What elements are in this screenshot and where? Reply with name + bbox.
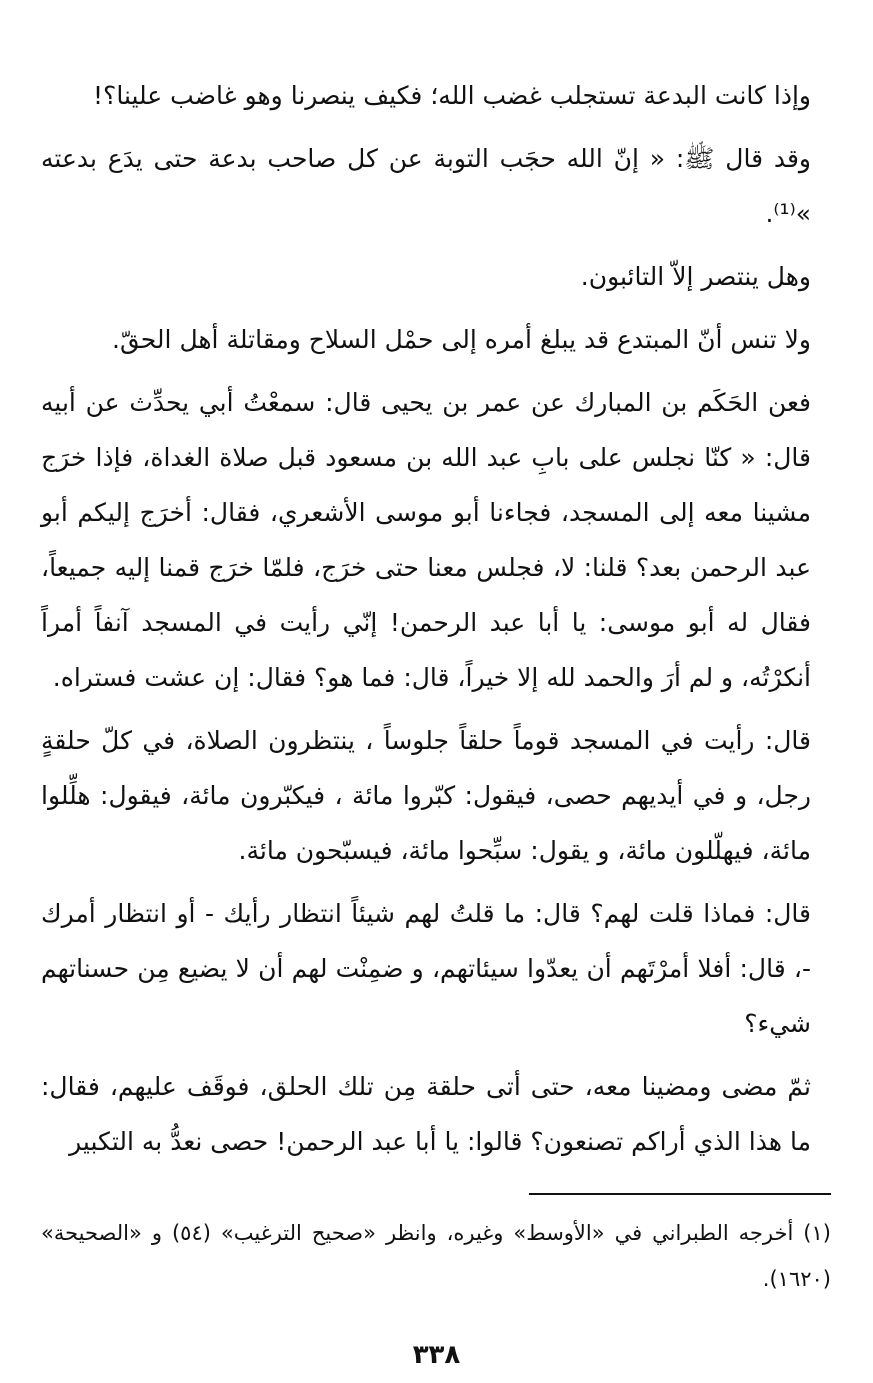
page-number: ٣٣٨ — [412, 1340, 461, 1370]
paragraph-3: وهل ينتصر إلاّ التائبون. — [580, 262, 811, 291]
footnote-divider — [529, 1193, 831, 1195]
paragraph-1: وإذا كانت البدعة تستجلب غضب الله؛ فكيف ينصرنا وهو غاضب علينا؟! — [93, 81, 811, 110]
paragraph-8: ثمّ مضى ومضينا معه، حتى أتى حلقة مِن تلك الحلق، فوقَف عليهم، فقال: ما هذا الذي أراكم تصنعون؟ قالوا: يا أبا عبد الرحمن! حصى نعدُّ به التكبير — [41, 1072, 811, 1156]
paragraph-2: وقد قال ﷺ: « إنّ الله حجَب التوبة عن كل صاحب بدعة حتى يدَع بدعته »⁽¹⁾. — [41, 144, 811, 228]
page-body — [41, 68, 811, 1177]
footnote: (١) أخرجه الطبراني في «الأوسط» وغيره، وانظر «صحيح الترغيب» (٥٤) و «الصحيحة» (١٦٢٠). — [41, 1221, 831, 1291]
paragraph-4: ولا تنس أنّ المبتدع قد يبلغ أمره إلى حمْل السلاح ومقاتلة أهل الحقّ. — [112, 325, 811, 354]
paragraph-7: قال: فماذا قلت لهم؟ قال: ما قلتُ لهم شيئاً انتظار رأيك - أو انتظار أمرك -، قال: أفلا أمرْتَهم أن يعدّوا سيئاتهم، و ضمِنْت لهم أن لا يضيع مِن حسناتهم شيء؟ — [41, 899, 811, 1038]
paragraph-6: قال: رأيت في المسجد قوماً حلقاً جلوساً ، ينتظرون الصلاة، في كلّ حلقةٍ رجل، و في أيديهم حصى، فيقول: كبّروا مائة ، فيكبّرون مائة، فيقول: هلِّلوا مائة، فيهلّلون مائة، و يقول: سبِّحوا مائة، فيسبّحون مائة. — [41, 726, 811, 865]
paragraph-5: فعن الحَكَم بن المبارك عن عمر بن يحيى قال: سمعْتُ أبي يحدِّث عن أبيه قال: « كنّا نجلس على بابِ عبد الله بن مسعود قبل صلاة الغداة، فإذا خرَج مشينا معه إلى المسجد، فجاءنا أبو موسى الأشعري، فقال: أخرَج إليكم أبو عبد الرحمن بعد؟ قلنا: لا، فجلس معنا حتى خرَج، فلمّا خرَج قمنا إليه جميعاً، فقال له أبو موسى: يا أبا عبد الرحمن! إنّي رأيت في المسجد آنفاً أمراً أنكرْتُه، و لم أرَ والحمد لله إلا خيراً، قال: فما هو؟ فقال: إن عشت فستراه. — [41, 388, 811, 692]
